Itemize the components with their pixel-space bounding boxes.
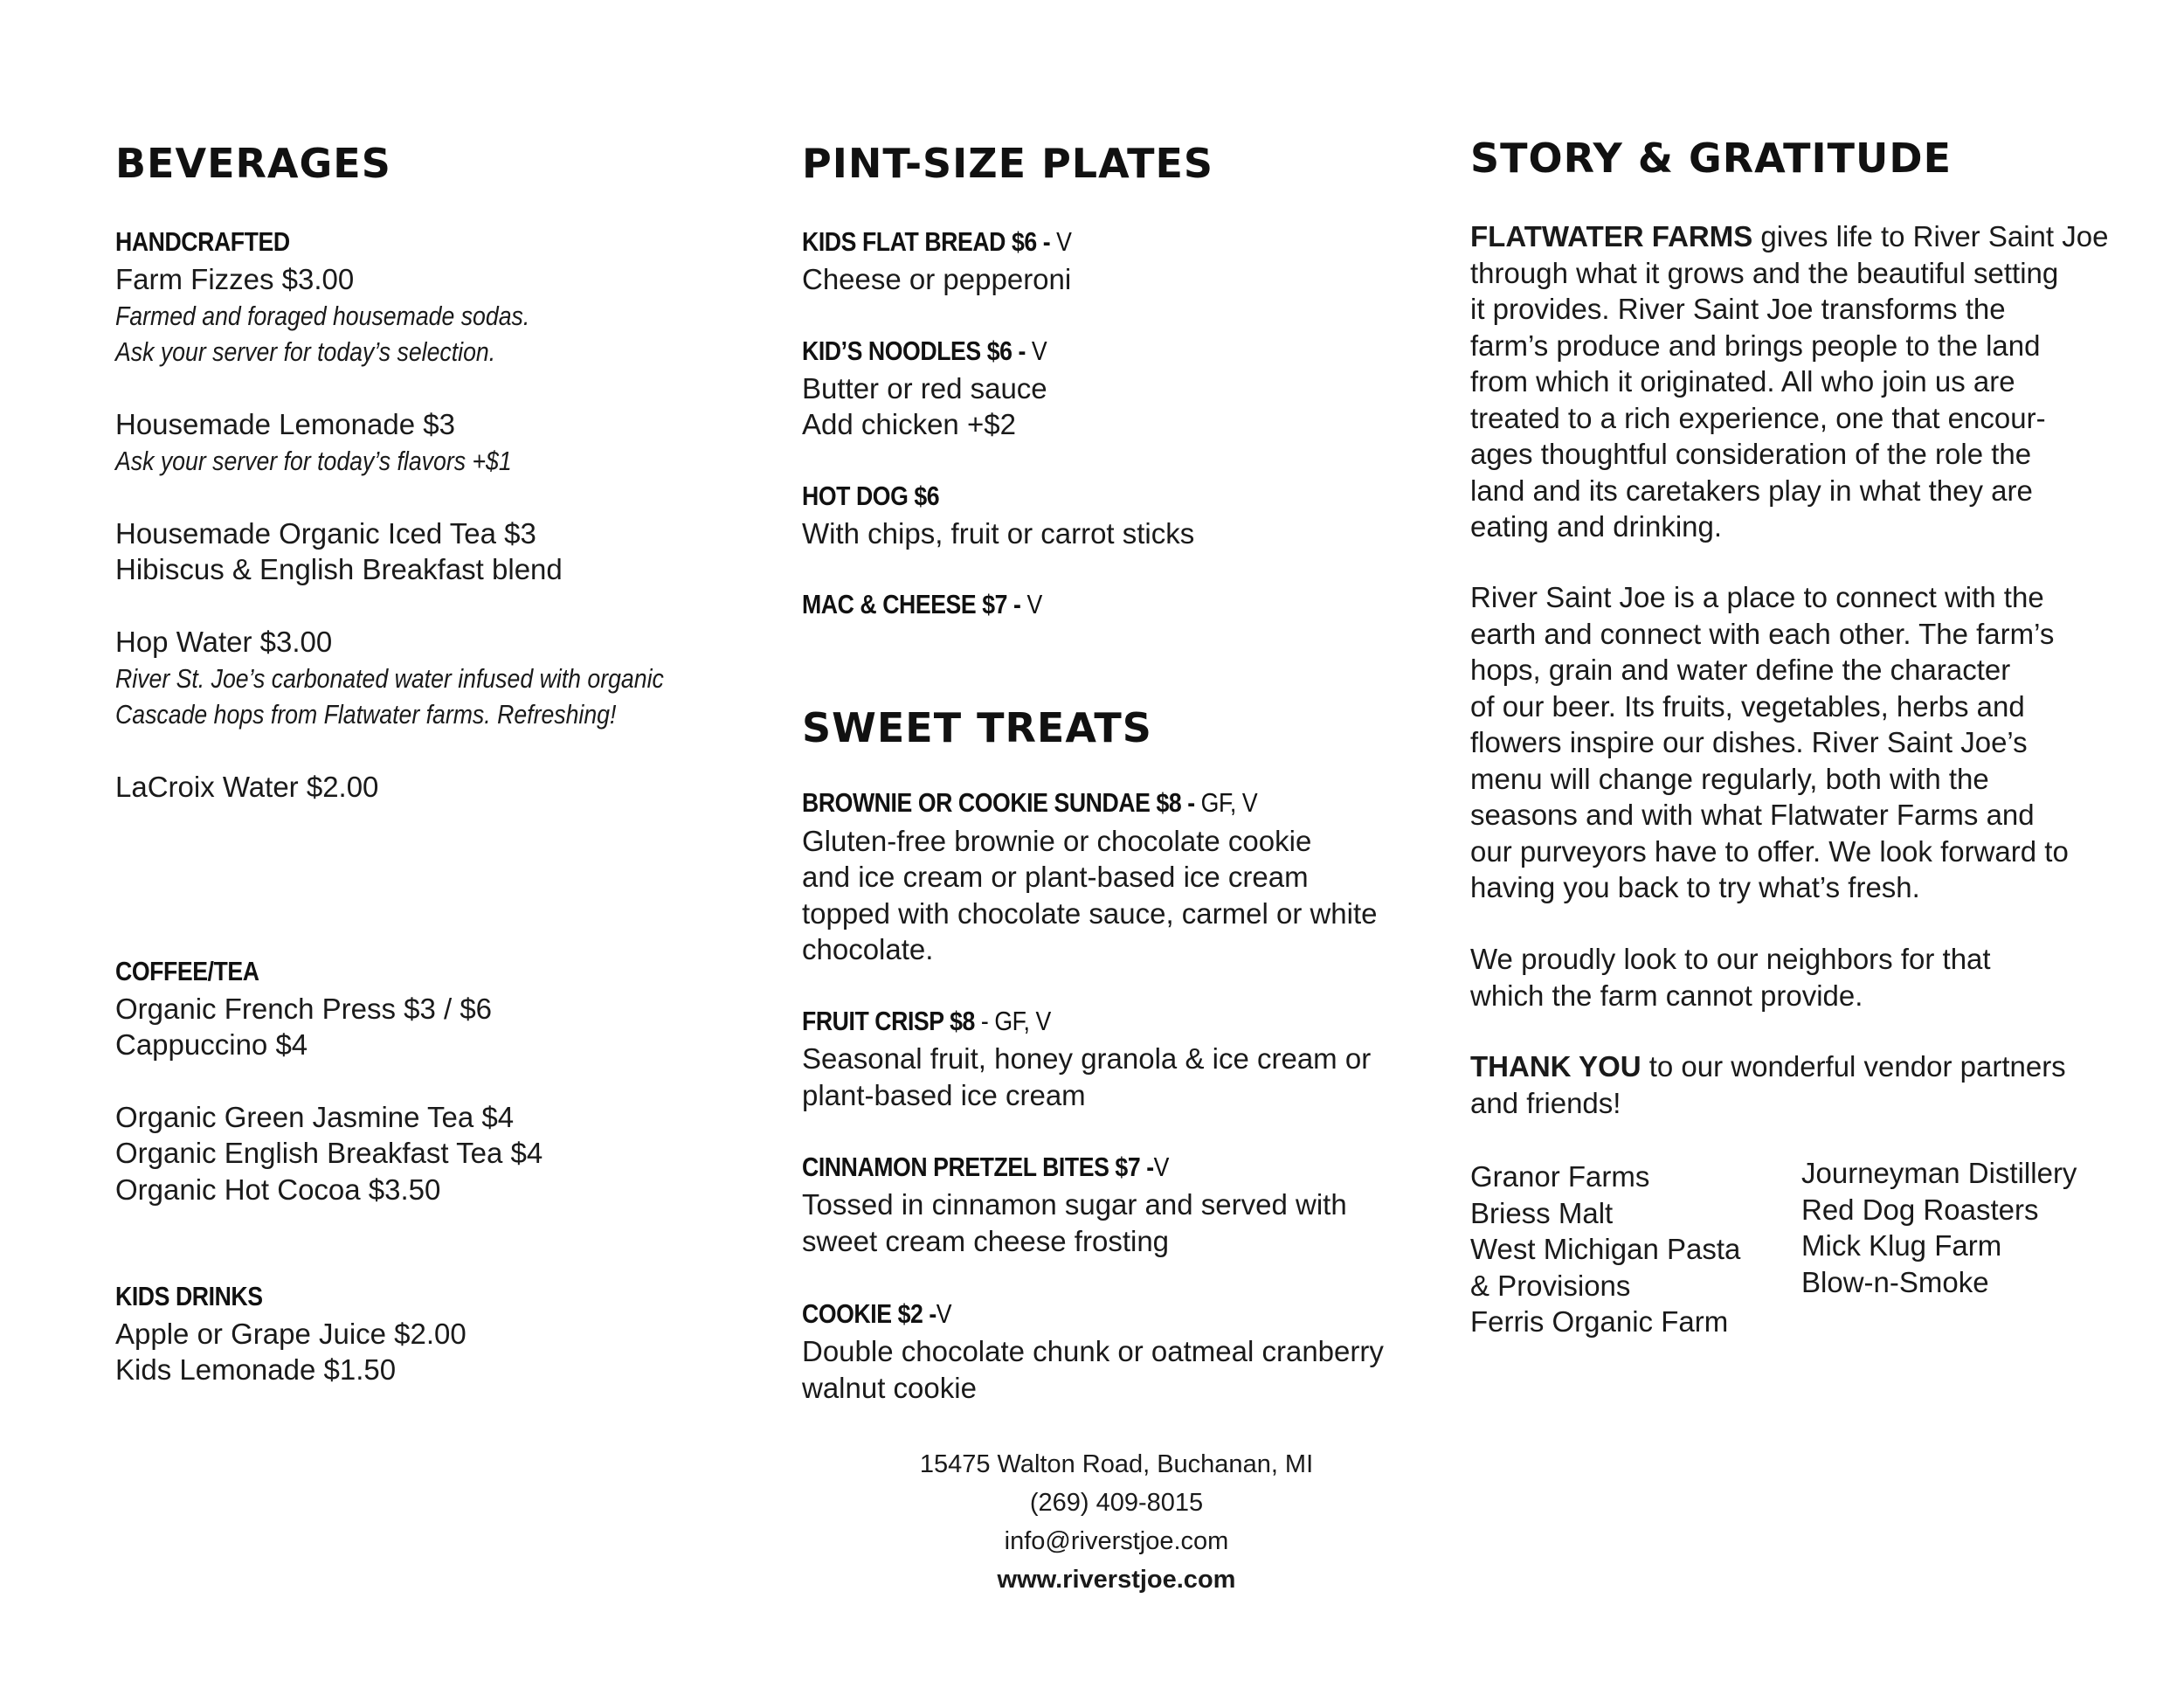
story-paragraph-3: We proudly look to our neighbors for that which the farm cannot provide.	[1470, 943, 1991, 1012]
vendor-list-right	[1801, 1155, 2077, 1300]
menu-item: Organic Green Jasmine Tea $4	[115, 1101, 515, 1133]
address: 15475 Walton Road, Buchanan, MI	[919, 1450, 1314, 1478]
menu-item-desc: topped with chocolate sauce, carmel or white	[802, 897, 1378, 930]
menu-item: Apple or Grape Juice $2.00	[115, 1318, 467, 1350]
contact-block	[802, 1445, 1431, 1599]
menu-item-desc: plant-based ice cream	[802, 1079, 1086, 1111]
menu-item-desc: Hibiscus & English Breakfast blend	[115, 553, 563, 585]
menu-item-desc: Ask your server for today’s flavors +$1	[115, 446, 512, 476]
story-paragraph-1: FLATWATER FARMS gives life to River Saint Joe through what it grows and the beautiful setting it provides. River Saint Joe transforms the farm’s produce and brings people to the land from which it originated. All who join us are treated to a rich experience, one that encour- ages thoughtful consideration of the role the land and its caretakers play in what they are eating and drinking.	[1470, 220, 2109, 543]
menu-item: Organic French Press $3 / $6	[115, 993, 493, 1025]
thank-you-paragraph: THANK YOU to our wonderful vendor partners and friends!	[1470, 1050, 2066, 1119]
menu-item-name: MAC & CHEESE $7 - V	[802, 589, 1042, 619]
vendor-list-left	[1470, 1159, 1740, 1340]
vendor: West Michigan Pasta	[1470, 1233, 1741, 1265]
menu-item-desc: walnut cookie	[802, 1372, 977, 1404]
vendor: Granor Farms	[1470, 1160, 1650, 1193]
menu-item-name: CINNAMON PRETZEL BITES $7 -V	[802, 1152, 1170, 1182]
menu-item-desc: Cheese or pepperoni	[802, 263, 1072, 295]
menu-item-name: KID’S NOODLES $6 - V	[802, 336, 1047, 366]
menu-item-name: BROWNIE OR COOKIE SUNDAE $8 - GF, V	[802, 787, 1258, 818]
website: www.riverstjoe.com	[997, 1566, 1236, 1594]
menu-item-desc: River St. Joe’s carbonated water infused with organic	[115, 663, 664, 694]
handcrafted-label: HANDCRAFTED	[115, 226, 290, 257]
menu-item-desc: Add chicken +$2	[802, 408, 1016, 440]
menu-item-name: HOT DOG $6	[802, 481, 940, 511]
menu-item: Farm Fizzes $3.00	[115, 263, 355, 295]
beverages-heading: BEVERAGES	[115, 140, 391, 187]
menu-item-desc: Gluten-free brownie or chocolate cookie	[802, 825, 1312, 857]
vendor: Blow-n-Smoke	[1801, 1265, 1989, 1298]
story-heading: STORY & GRATITUDE	[1470, 135, 1952, 182]
menu-item-name: KIDS FLAT BREAD $6 - V	[802, 226, 1072, 257]
menu-item: Cappuccino $4	[115, 1028, 308, 1061]
menu-item-name: COOKIE $2 -V	[802, 1298, 952, 1329]
menu-item-desc: Cascade hops from Flatwater farms. Refreshing!	[115, 699, 617, 730]
menu-item: Organic English Breakfast Tea $4	[115, 1137, 543, 1169]
menu-item-desc: chocolate.	[802, 933, 934, 965]
menu-item-desc: Farmed and foraged housemade sodas.	[115, 301, 530, 331]
menu-item-desc: Butter or red sauce	[802, 372, 1047, 405]
vendor: Red Dog Roasters	[1801, 1193, 2039, 1226]
menu-item-desc: and ice cream or plant-based ice cream	[802, 861, 1309, 893]
menu-item-desc: Tossed in cinnamon sugar and served with	[802, 1188, 1347, 1221]
thank-you-lead: THANK YOU	[1470, 1050, 1641, 1083]
menu-item: Kids Lemonade $1.50	[115, 1353, 397, 1386]
sweet-treats-heading: SWEET TREATS	[802, 704, 1152, 751]
vendor: Ferris Organic Farm	[1470, 1305, 1729, 1338]
email-address: info@riverstjoe.com	[1004, 1527, 1229, 1555]
flatwater-farms-lead: FLATWATER FARMS	[1470, 220, 1753, 253]
menu-item: LaCroix Water $2.00	[115, 771, 379, 803]
vendor: Journeyman Distillery	[1801, 1157, 2077, 1189]
vendor: Mick Klug Farm	[1801, 1229, 2002, 1262]
menu-item: Organic Hot Cocoa $3.50	[115, 1173, 441, 1206]
menu-item-desc: Seasonal fruit, honey granola & ice cream or	[802, 1042, 1372, 1075]
vendor: Briess Malt	[1470, 1196, 1614, 1229]
menu-item: Housemade Lemonade $3	[115, 408, 455, 440]
kids-drinks-label: KIDS DRINKS	[115, 1281, 263, 1311]
menu-item-desc: Ask your server for today’s selection.	[115, 336, 496, 367]
vendor: & Provisions	[1470, 1269, 1631, 1302]
story-paragraph-2: River Saint Joe is a place to connect with the earth and connect with each other. The farm’s hops, grain and water define the character of our beer. Its fruits, vegetables, herbs and flowers inspire our dishes. River Saint Joe’s menu will change regularly, both with the seasons and with what Flatwater Farms and our purveyors have to offer. We look forward to having you back to try what’s fresh.	[1470, 581, 2069, 903]
menu-item: Hop Water $3.00	[115, 626, 333, 658]
menu-item-desc: Double chocolate chunk or oatmeal cranberry	[802, 1335, 1384, 1367]
menu-item-name: FRUIT CRISP $8 - GF, V	[802, 1006, 1051, 1036]
coffee-tea-label: COFFEE/TEA	[115, 956, 259, 986]
pint-size-heading: PINT-SIZE PLATES	[802, 140, 1214, 187]
menu-item-desc: sweet cream cheese frosting	[802, 1225, 1170, 1257]
phone-number: (269) 409-8015	[1029, 1489, 1204, 1517]
menu-item-desc: With chips, fruit or carrot sticks	[802, 517, 1195, 550]
menu-item: Housemade Organic Iced Tea $3	[115, 517, 536, 550]
